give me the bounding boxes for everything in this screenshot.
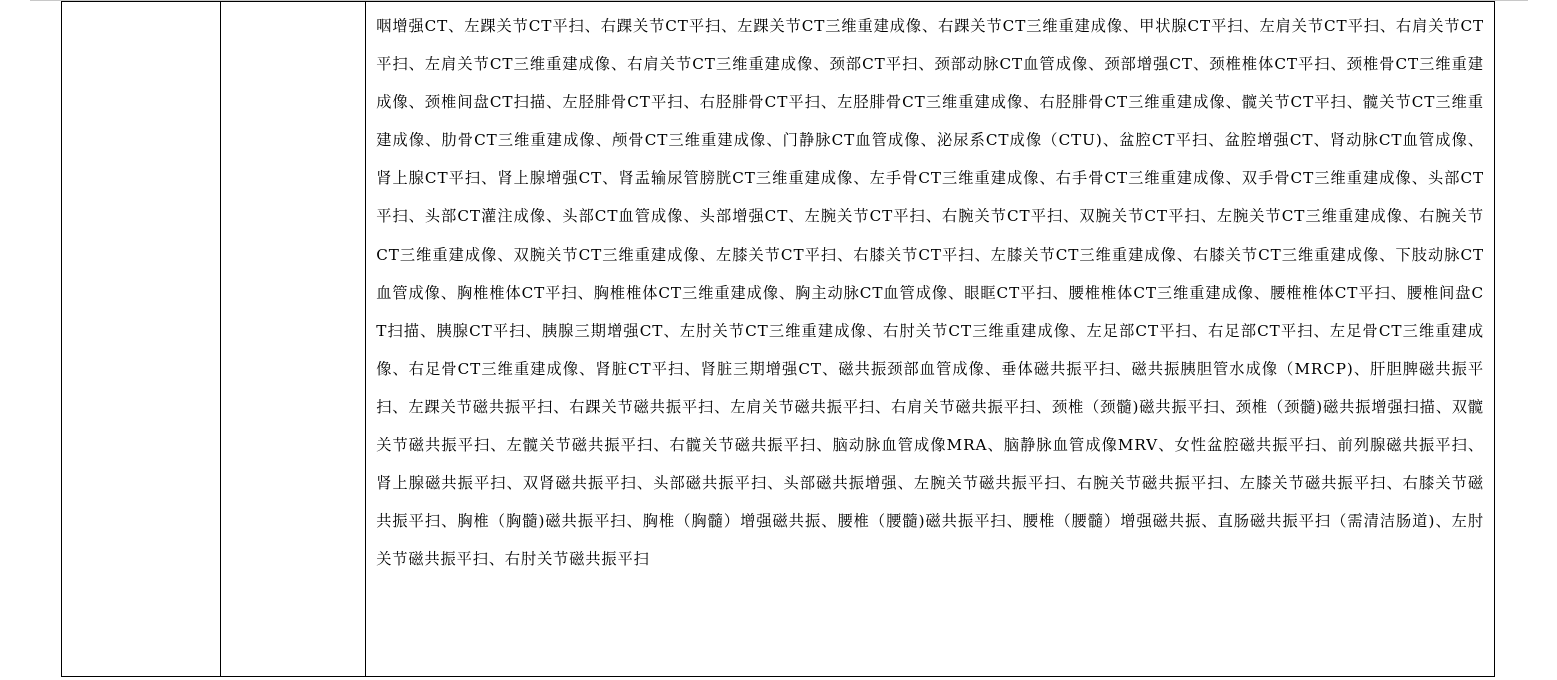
table-row xyxy=(62,2,1495,677)
table-cell-first-column xyxy=(62,2,221,677)
document-table xyxy=(61,1,1495,677)
table-cell-examination-items xyxy=(366,2,1495,677)
table-cell-second-column xyxy=(221,2,366,677)
examination-items-text: 咽增强CT、左踝关节CT平扫、右踝关节CT平扫、左踝关节CT三维重建成像、右踝关节CT三维重建成像、甲状腺CT平扫、左肩关节CT平扫、右肩关节CT平扫、左肩关节CT三维重建成像、右肩关节CT三维重建成像、颈部CT平扫、颈部动脉CT血管成像、颈部增强CT、颈椎椎体CT平扫、颈椎骨CT三维重建成像、颈椎间盘CT扫描、左胫腓骨CT平扫、右胫腓骨CT平扫、左胫腓骨CT三维重建成像、右胫腓骨CT三维重建成像、髋关节CT平扫、髋关节CT三维重建成像、肋骨CT三维重建成像、颅骨CT三维重建成像、门静脉CT血管成像、泌尿系CT成像（CTU)、盆腔CT平扫、盆腔增强CT、肾动脉CT血管成像、肾上腺CT平扫、肾上腺增强CT、肾盂输尿管膀胱CT三维重建成像、左手骨CT三维重建成像、右手骨CT三维重建成像、双手骨CT三维重建成像、头部CT平扫、头部CT灌注成像、头部CT血管成像、头部增强CT、左腕关节CT平扫、右腕关节CT平扫、双腕关节CT平扫、左腕关节CT三维重建成像、右腕关节CT三维重建成像、双腕关节CT三维重建成像、左膝关节CT平扫、右膝关节CT平扫、左膝关节CT三维重建成像、右膝关节CT三维重建成像、下肢动脉CT血管成像、胸椎椎体CT平扫、胸椎椎体CT三维重建成像、胸主动脉CT血管成像、眼眶CT平扫、腰椎椎体CT三维重建成像、腰椎椎体CT平扫、腰椎间盘CT扫描、胰腺CT平扫、胰腺三期增强CT、左肘关节CT三维重建成像、右肘关节CT三维重建成像、左足部CT平扫、右足部CT平扫、左足骨CT三维重建成像、右足骨CT三维重建成像、肾脏CT平扫、肾脏三期增强CT、磁共振颈部血管成像、垂体磁共振平扫、磁共振胰胆管水成像（MRCP)、肝胆脾磁共振平扫、左踝关节磁共振平扫、右踝关节磁共振平扫、左肩关节磁共振平扫、右肩关节磁共振平扫、颈椎（颈髓)磁共振平扫、颈椎（颈髓)磁共振增强扫描、双髋关节磁共振平扫、左髋关节磁共振平扫、右髋关节磁共振平扫、脑动脉血管成像MRA、脑静脉血管成像MRV、女性盆腔磁共振平扫、前列腺磁共振平扫、肾上腺磁共振平扫、双肾磁共振平扫、头部磁共振平扫、头部磁共振增强、左腕关节磁共振平扫、右腕关节磁共振平扫、左膝关节磁共振平扫、右膝关节磁共振平扫、胸椎（胸髓)磁共振平扫、胸椎（胸髓）增强磁共振、腰椎（腰髓)磁共振平扫、腰椎（腰髓）增强磁共振、直肠磁共振平扫（需清洁肠道)、左肘关节磁共振平扫、右肘关节磁共振平扫 xyxy=(376,17,1484,569)
